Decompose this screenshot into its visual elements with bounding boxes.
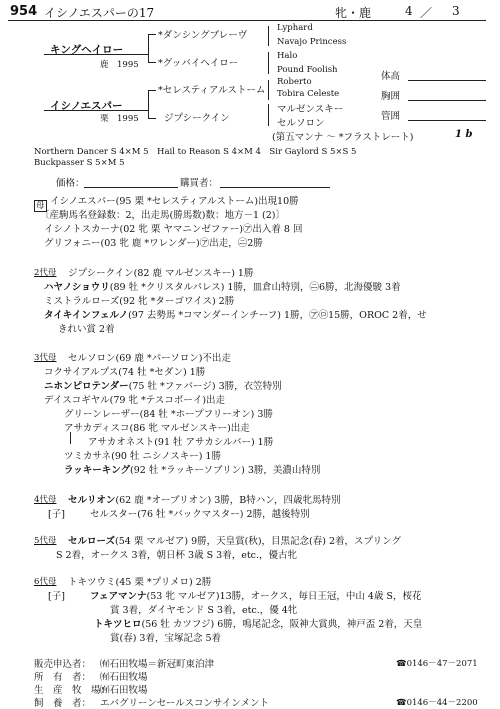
gen2-tag: 2代母 xyxy=(34,268,57,278)
sire-dam: *グッバイヘイロー xyxy=(158,58,239,69)
dds-name: マルゼンスキー xyxy=(277,104,344,115)
dd-bracket xyxy=(268,104,269,126)
gen3-branch-line xyxy=(70,432,71,444)
dss-name: Roberto xyxy=(277,77,312,87)
gen6-child-2: トキツヒロ(56 牡 カツフジ) 6勝，鳴尾記念，阪神大賞典，神戸盃 2着，天皇 xyxy=(94,619,423,630)
inbreeding-line-2: Buckpasser S 5×M 5 xyxy=(34,158,125,168)
dam-foal-2: グリフォニー(03 牝 鹿 *ワレンダー)㋐出走，㋥2勝 xyxy=(44,238,263,249)
horse-name: イシノエスパーの17 xyxy=(44,6,155,20)
gen2-entry-3-cont: きれい賞 2着 xyxy=(58,324,115,335)
sire-bracket-bottom xyxy=(148,62,156,63)
inbreeding-line-1: Northern Dancer S 4×M 5 Hail to Reason S 4×M 4 Sir Gaylord S 5×S 5 xyxy=(34,147,357,157)
dam-name: イシノエスパー xyxy=(50,100,123,112)
breeder-value: ㈲石田牧場 xyxy=(100,685,148,696)
gen6-tag: 6代母 xyxy=(34,577,57,587)
gen6-line-1: トキツウミ(45 栗 *プリメロ) 2勝 xyxy=(68,577,212,588)
sex-color: 牝・鹿 xyxy=(335,6,372,20)
sss-name: Lyphard xyxy=(277,23,313,33)
ddd-name: セルソロン xyxy=(277,118,325,129)
gen6-child-tag: [子] xyxy=(48,591,65,602)
gen2-entry-2: ミストラルローズ(92 牝 *ターゴワイス) 2勝 xyxy=(44,296,235,307)
dam-line-2: 〔産駒馬名登録数：2，出走馬(勝馬数)数：地方－1 (2)〕 xyxy=(40,210,285,221)
raiser-phone: ☎0146－44－2200 xyxy=(396,698,478,708)
gen3-entry-5: アサカディスコ(86 牝 マルゼンスキー)出走 xyxy=(64,423,250,434)
dam-dam: ジプシークイン xyxy=(164,113,230,124)
gen4-child-tag: [子] xyxy=(48,509,65,520)
consignor-label: 販売申込者： xyxy=(34,659,92,670)
height-field[interactable] xyxy=(408,80,486,81)
dam-bracket xyxy=(148,90,149,118)
gen2-entry-3: タイキインフェルノ(97 去勢馬 *コマンダーインチーフ) 1勝，㋐㋺15勝，OROC 2着，せ xyxy=(44,310,427,321)
family-line: (第五マンナ ～ *フラストレート) xyxy=(272,132,414,143)
consignor-value: ㈲石田牧場＝新冠町東泊津 xyxy=(100,659,215,670)
gen3-entry-4: グリーンレーザー(84 牡 *ホープフリーオン) 3勝 xyxy=(64,409,273,420)
sire-rule xyxy=(44,54,148,55)
dam-info: 栗 1995 xyxy=(100,114,139,124)
gen3-entry-2: ニホンピロテンダー(75 牡 *ファバージ) 3勝，衣笠特別 xyxy=(44,381,282,392)
ss-bracket xyxy=(268,26,269,46)
gen5-line-2: S 2着，オークス 3着，朝日杯 3歳 S 3着，etc.，優古牝 xyxy=(56,550,297,561)
sire-name: キングヘイロー xyxy=(50,44,124,56)
gen2-entry-1: ハヤノショウリ(89 牡 *クリスタルパレス) 1勝，皿倉山特別，㋥6勝，北海優駿 3着 xyxy=(44,282,401,293)
gen3-entry-1: コクサイアルプス(74 牡 *セダン) 1勝 xyxy=(44,367,206,378)
dam-sire: *セレスティアルストーム xyxy=(158,85,266,96)
sds-name: Halo xyxy=(277,51,298,61)
cannon-label: 管囲 xyxy=(381,111,401,122)
breeder-label: 生 産 牧 場： xyxy=(34,685,111,696)
gen6-child-1-cont: 賞 3着，ダイヤモンド S 3着，etc.，優 4牝 xyxy=(110,605,298,616)
gen3-entry-8: ラッキーキング(92 牡 *ラッキーソブリン) 3勝，美濃山特別 xyxy=(64,465,321,476)
birth-month: 4 xyxy=(405,4,413,18)
sire-info: 鹿 1995 xyxy=(100,60,139,70)
price-label: 価格： xyxy=(56,178,85,189)
dam-bracket-bottom xyxy=(148,118,156,119)
gen2-line-1: ジプシークイン(82 鹿 マルゼンスキー) 1勝 xyxy=(68,268,254,279)
price-field[interactable] xyxy=(84,187,178,188)
gen4-line-1: セルリオン(62 鹿 *オーブリオン) 3勝，B特ハン，四歳牝馬特別 xyxy=(68,495,341,506)
sire-bracket xyxy=(148,34,149,62)
dam-foal-1: イシノトスカーナ(02 牝 栗 ヤマニンゼファー)㋐出入着 8 回 xyxy=(44,224,303,235)
gen3-entry-3: デイスコギヤル(79 牝 *テスコボーイ)出走 xyxy=(44,395,226,406)
gen6-child-1: フェアマンナ(53 牝 マルゼア)13勝，オークス，毎日王冠，中山 4歳 S，桜花 xyxy=(90,591,422,602)
dam-bracket-top xyxy=(148,90,156,91)
height-label: 体高 xyxy=(381,71,401,82)
gen4-tag: 4代母 xyxy=(34,495,57,505)
ssd-name: Navajo Princess xyxy=(277,37,347,47)
gen3-entry-6: アサカオネスト(91 牡 アサカシルバー) 1勝 xyxy=(88,437,274,448)
ds-bracket xyxy=(268,80,269,100)
dam-tag: 母 xyxy=(36,201,45,211)
gen3-entry-7: ツミカサネ(90 牡 ニシノスキー) 1勝 xyxy=(64,451,221,462)
gen5-tag: 5代母 xyxy=(34,536,57,546)
birth-day: 3 xyxy=(452,4,460,18)
buyer-field[interactable] xyxy=(220,187,330,188)
date-slash: ／ xyxy=(420,6,433,20)
dam-rule xyxy=(44,110,148,111)
buyer-label: 購買者： xyxy=(180,178,219,189)
sire-sire: *ダンシングブレーヴ xyxy=(158,30,248,41)
owner-label: 所 有 者： xyxy=(34,672,92,683)
sd-bracket xyxy=(268,52,269,74)
raiser-value: エバグリーンセールスコンサインメント xyxy=(100,698,270,709)
sdd-name: Pound Foolish xyxy=(277,65,338,75)
sire-bracket-top xyxy=(148,34,156,35)
owner-value: ㈲石田牧場 xyxy=(100,672,148,683)
gen4-child: セルスター(76 牡 *バックマスター) 2勝，越後特別 xyxy=(90,509,310,520)
consignor-phone: ☎0146－47－2071 xyxy=(396,659,478,669)
dam-line-1: イシノエスパー(95 栗 *セレスティアルストーム)出現10勝 xyxy=(50,196,299,207)
lot-number: 954 xyxy=(10,4,38,19)
gen3-line-1: セルソロン(69 鹿 *パーソロン)不出走 xyxy=(68,353,231,364)
gen6-child-2-cont: 賞(春) 3着，宝塚記念 5着 xyxy=(110,633,222,644)
family-number: 1 b xyxy=(455,129,473,140)
cannon-field[interactable] xyxy=(408,120,486,121)
girth-label: 胸囲 xyxy=(381,91,401,102)
raiser-label: 飼 養 者： xyxy=(34,698,92,709)
gen3-tag: 3代母 xyxy=(34,353,57,363)
header-rule xyxy=(8,20,486,21)
girth-field[interactable] xyxy=(408,100,486,101)
dsd-name: Tobira Celeste xyxy=(277,89,340,99)
gen5-line-1: セルローズ(54 栗 マルゼア) 9勝，天皇賞(秋)，目黒記念(春) 2着，スプリング xyxy=(68,536,401,547)
